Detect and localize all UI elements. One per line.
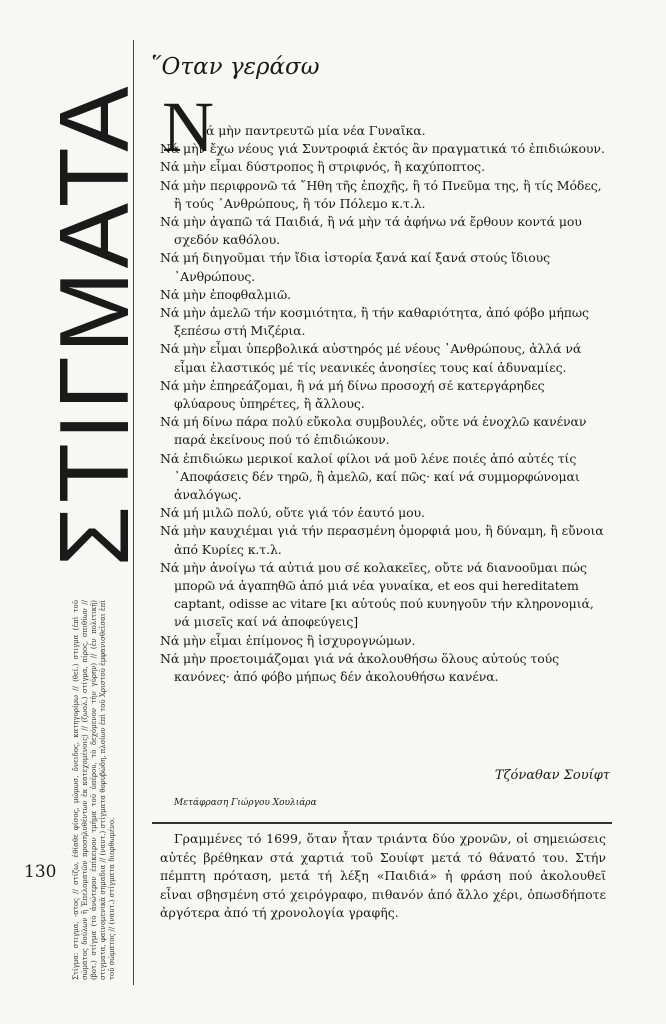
- poem-line: ά μὴν παντρευτῶ μία νέα Γυναῖκα.: [206, 123, 426, 138]
- poem-line: Νά μὴν ἀγαπῶ τά Παιδιά, ἢ νά μὴν τά ἀφήνω νά ἔρθουν κοντά μου σχεδόν καθόλου.: [160, 214, 582, 248]
- translator-credit: Μετάφραση Γιώργου Χουλιάρα: [174, 798, 317, 808]
- poem-title: ῞Οταν γεράσω: [150, 54, 320, 80]
- poem-body: [160, 122, 606, 686]
- poem-line: Νά μὴν προετοιμάζομαι γιά νά ἀκολουθήσω ὅλους αὐτούς τούς κανόνες· ἀπό φόβο μήπως δέν ἀκολουθήσω κανένα.: [160, 650, 560, 685]
- section-title-wrap: [39, 60, 149, 590]
- poem-author: Τζόναθαν Σουίφτ: [494, 768, 610, 783]
- poem-line: Νά μὴν ἐπηρεάζομαι, ἢ νά μή δίνω προσοχή σέ κατεργάρηδες φλύαρους ὑπηρέτες, ἢ ἄλλους.: [160, 377, 545, 412]
- poem-line: Νά μὴν ἐποφθαλμιῶ.: [160, 286, 292, 302]
- footnote-separator: [152, 822, 612, 824]
- poem-line: Νά μὴν ἔχω νέους γιά Συντροφιά ἐκτός ἂν πραγματικά τό ἐπιδιώκουν.: [160, 141, 605, 157]
- poem-line: Νά μή διηγοῦμαι τήν ἴδια ἱστορία ξανά καί ξανά στούς ἴδιους ᾿Ανθρώπους.: [160, 250, 551, 284]
- section-title: ΣΤΙΓΜΑΤΑ: [39, 83, 149, 567]
- poem-line: Νά μὴν ἀμελῶ τήν κοσμιότητα, ἢ τήν καθαριότητα, ἀπό φόβο μήπως ξεπέσω στή Μιζέρια.: [160, 305, 589, 339]
- poem-line: Νά μὴν καυχιέμαι γιά τήν περασμένη ὀμορφιά μου, ἢ δύναμη, ἢ εὔνοια ἀπό Κυρίες κ.τ.λ.: [160, 523, 604, 557]
- poem-line: Νά μὴν ἀνοίγω τά αὐτιά μου σέ κολακεῖες, οὔτε νά διανοοῦμαι πώς μπορῶ νά ἀγαπηθῶ ἀπό μιά νέα γυναίκα, et eos qui hereditatem captant, odisse ac vitare [κι αὐτούς πού κυνηγοῦν τήν κληρονομιά, νά μισεῖς καί νά ἀποφεύγεις]: [160, 559, 594, 630]
- footnote: Γραμμένες τό 1699, ὅταν ἦταν τριάντα δύο χρονῶν, οἱ σημειώσεις αὐτές βρέθηκαν στά χαρτιά τοῦ Σουίφτ μετά τό θάνατό του. Στήν πέμπτη πρόταση, μετά τή λέξη «Παιδιά» ἡ φράση πού ἀκολουθεῖ εἶναι σβησμένη στό χειρόγραφο, πιθανόν ἀπό ἄλλο χέρι, ὁπωσδήποτε ἀργότερα ἀπό τή χρονολογία γραφῆς.: [160, 831, 606, 920]
- poem-line: Νά μὴν εἶμαι ἐπίμονος ἢ ἰσχυρογνώμων.: [160, 632, 416, 648]
- poem-line: Νά μή δίνω πάρα πολύ εὔκολα συμβουλές, οὔτε νά ἐνοχλῶ κανέναν παρά ἐκείνους πού τό ἐπιδιώκουν.: [160, 414, 587, 448]
- poem-line: Νά μή μιλῶ πολύ, οὔτε γιά τόν ἑαυτό μου.: [160, 505, 425, 521]
- side-note: Στίγμα: στιγμα, -ατος // στίζω, ἐθίαθε φίσος, μώμωσ, ὄνειδος, κατηγορίμω // (θεί.) στιγμα (ἐπὶ τοῦ σώματος δούλων ἢ Ἐπελοματῶν προσηλυθέντων ἐκ κατεχομένοις) // (ζωολ.) στίγμα, πίρος, σπιθίων // (βοτ.) στίγμα (τὸ ἀνώτερον ἐπίκειρον τμῆμα τοῦ ὑπέρου, τὸ δεχόμενον τὴν γύρην) // (ἐν πολιτικῇ) στιγματα, φαινομενικὰ σημαδια // (ναυτ.) στίγματα θορυβώδη, πλοίων ἐπὶ τοῦ Χριστοῦ ἐμφανισθεῖσαι ἐπὶ τοῦ σώματος // (ναυτ.) στίγματα διορθωμένο.: [72, 600, 116, 980]
- poem-line: Νά ἐπιδιώκω μερικοί καλοί φίλοι νά μοῦ λένε ποιές ἀπό αὐτές τίς ᾿Αποφάσεις δέν τηρῶ, ἢ ἀμελῶ, καί πῶς· καί νά συμμορφώνομαι ἀναλόγως.: [160, 450, 580, 503]
- poem-line: Νά μὴν περιφρονῶ τά ῎Ηθη τῆς ἐποχῆς, ἢ τό Πνεῦμα της, ἢ τίς Μόδες, ἢ τούς ᾿Ανθρώπους, ἢ τόν Πόλεμο κ.τ.λ.: [160, 177, 602, 211]
- poem-line: Νά μὴν εἶμαι ὑπερβολικά αὐστηρός μέ νέους ᾿Ανθρώπους, ἀλλά νά εἶμαι ἐλαστικός μέ τίς νεανικές ἀνοησίες τους καί ἀδυναμίες.: [160, 341, 582, 375]
- poem-line: Νά μὴν εἶμαι δύστροπος ἢ στριφνός, ἢ καχύποπτος.: [160, 159, 485, 175]
- page-number: 130: [24, 862, 57, 882]
- side-note-wrap: [72, 600, 124, 980]
- drop-cap: N: [162, 87, 214, 167]
